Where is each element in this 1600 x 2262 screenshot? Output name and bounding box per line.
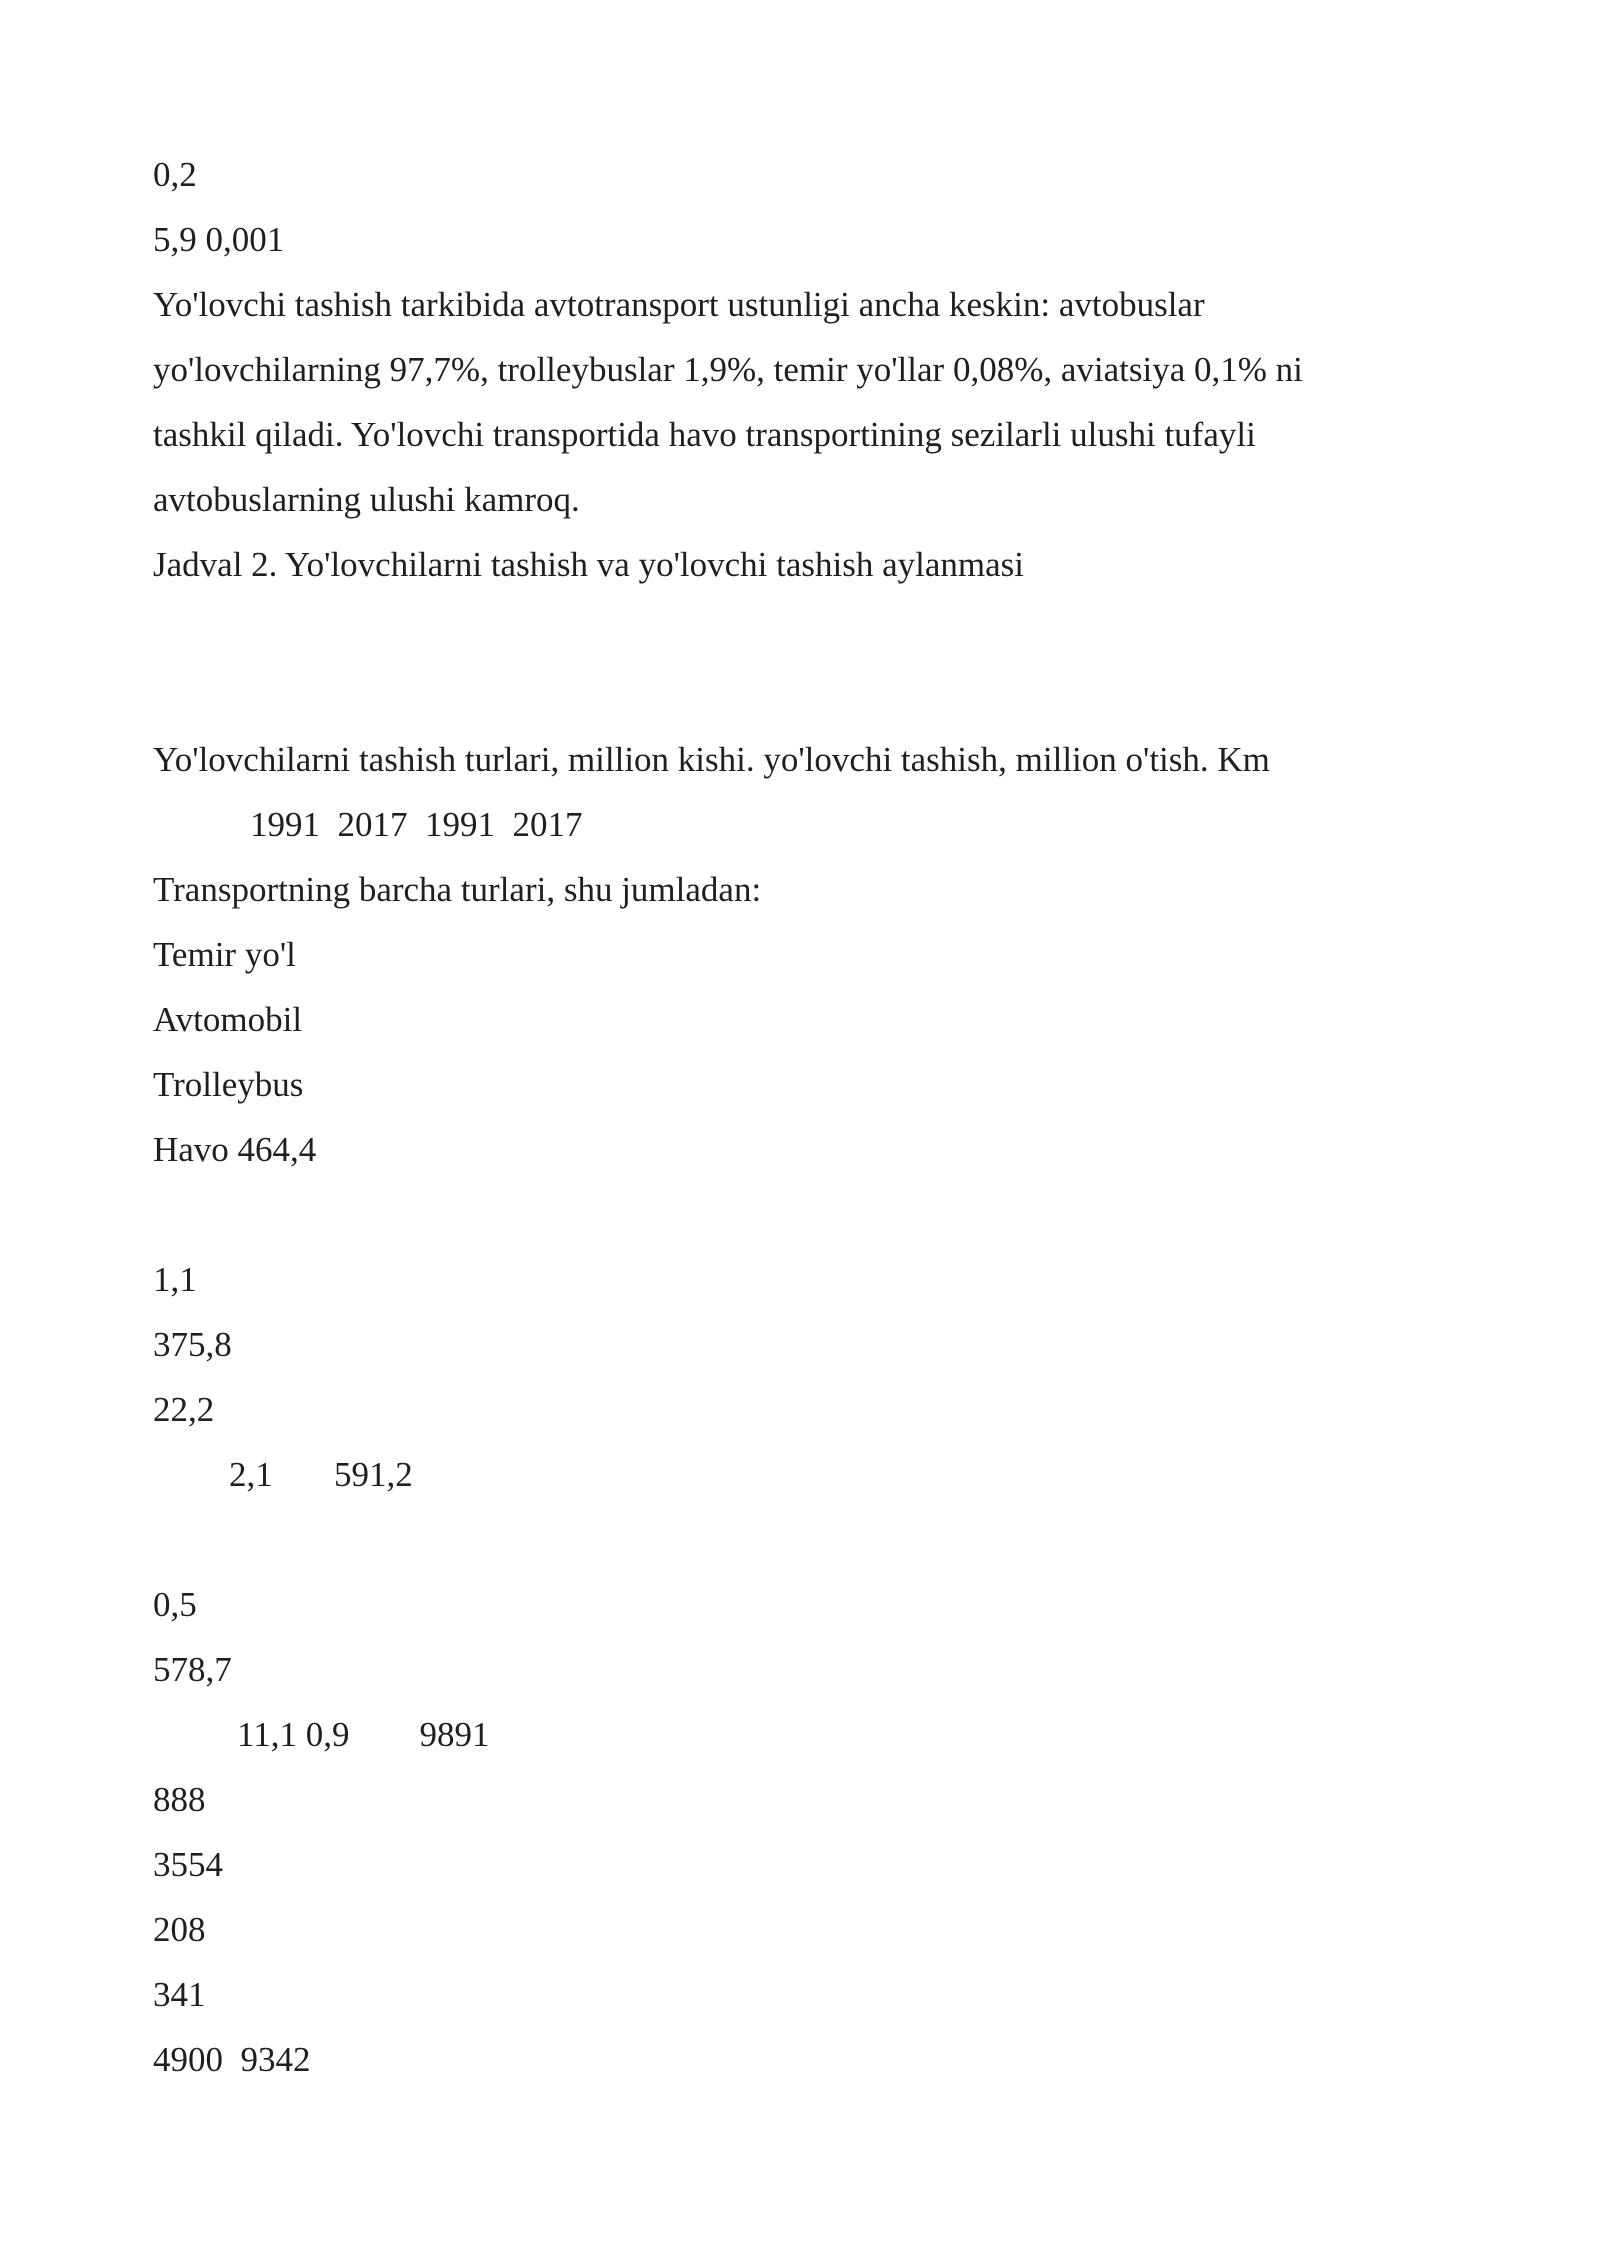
value-line: 2,1 591,2 [229, 1455, 413, 1494]
table-caption: Jadval 2. Yo'lovchilarni tashish va yo'lovchi tashish aylanmasi [153, 545, 1024, 584]
paragraph-line: Yo'lovchi tashish tarkibida avtotransport ustunligi ancha keskin: avtobuslar [153, 285, 1205, 324]
row-label: Transportning barcha turlari, shu jumladan: [153, 870, 762, 909]
row-label: Temir yo'l [153, 935, 296, 974]
value-line: 5,9 0,001 [153, 220, 285, 259]
years-row: 1991 2017 1991 2017 [250, 805, 583, 844]
paragraph-line: avtobuslarning ulushi kamroq. [153, 480, 580, 519]
value-line: 4900 9342 [153, 2040, 311, 2079]
value-line: 0,5 [153, 1585, 197, 1624]
value-line: 888 [153, 1780, 206, 1819]
row-label: Avtomobil [153, 1000, 303, 1039]
paragraph-line: tashkil qiladi. Yo'lovchi transportida havo transportining sezilarli ulushi tufayli [153, 415, 1256, 454]
row-label: Trolleybus [153, 1065, 304, 1104]
value-line: 0,2 [153, 155, 197, 194]
table-header: Yo'lovchilarni tashish turlari, million kishi. yo'lovchi tashish, million o'tish. Km [153, 740, 1270, 779]
row-label: Havo 464,4 [153, 1130, 317, 1169]
value-line: 11,1 0,9 9891 [237, 1715, 490, 1754]
value-line: 208 [153, 1910, 206, 1949]
value-line: 3554 [153, 1845, 223, 1884]
value-line: 22,2 [153, 1390, 215, 1429]
paragraph-line: yo'lovchilarning 97,7%, trolleybuslar 1,9%, temir yo'llar 0,08%, aviatsiya 0,1% ni [153, 350, 1303, 389]
value-line: 578,7 [153, 1650, 232, 1689]
value-line: 375,8 [153, 1325, 232, 1364]
value-line: 341 [153, 1975, 206, 2014]
value-line: 1,1 [153, 1260, 197, 1299]
